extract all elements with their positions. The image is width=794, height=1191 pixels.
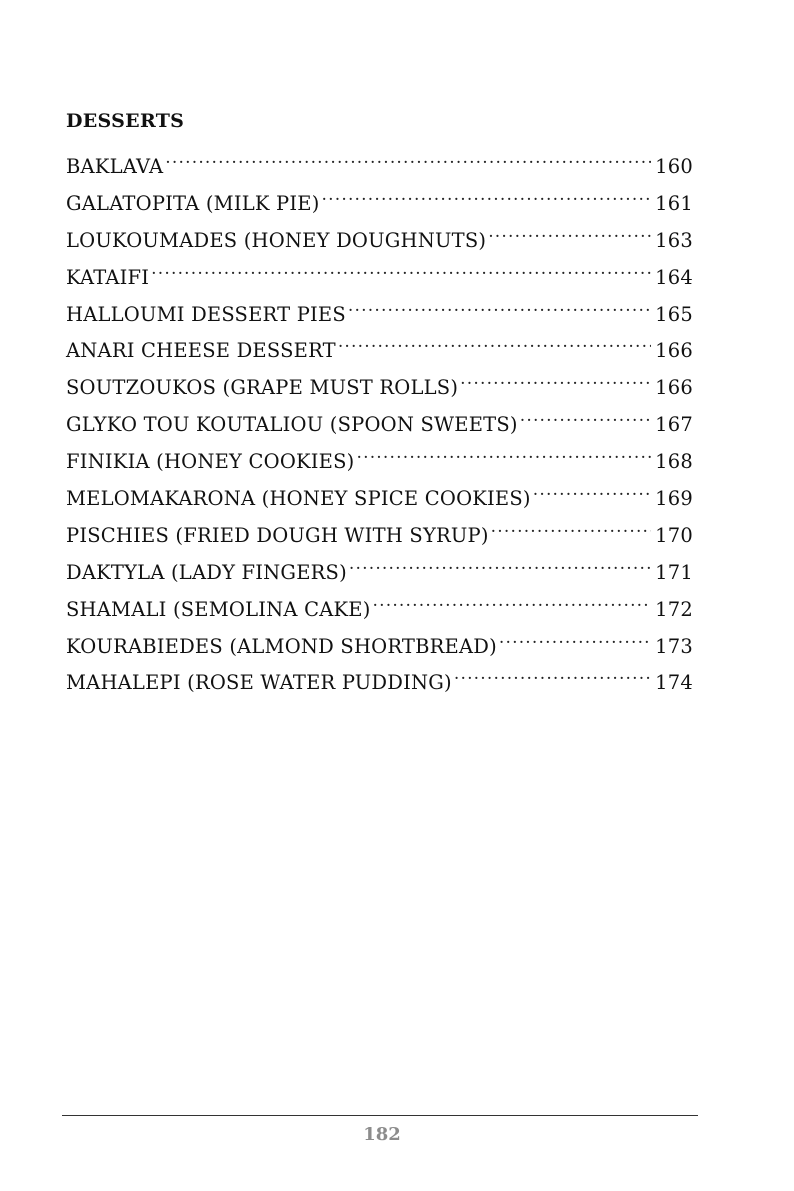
toc-entry: [66, 327, 693, 364]
toc-entry: [66, 512, 693, 549]
toc-entry-page: 172: [655, 597, 693, 621]
footer-divider: [62, 1115, 698, 1116]
toc-entry-page: 164: [655, 265, 693, 289]
toc-entry-title: MELOMAKARONA (HONEY SPICE COOKIES): [66, 487, 531, 511]
page-number: 182: [363, 1124, 401, 1145]
dot-leader: [491, 512, 652, 542]
table-of-contents: [66, 143, 693, 696]
toc-entry-page: 174: [655, 671, 693, 695]
toc-entry-title: MAHALEPI (ROSE WATER PUDDING): [66, 671, 452, 695]
toc-entry-page: 168: [655, 450, 693, 474]
toc-entry-title: HALLOUMI DESSERT PIES: [66, 302, 346, 326]
toc-entry: [66, 364, 693, 401]
dot-leader: [165, 143, 651, 173]
toc-entry-page: 173: [655, 634, 693, 658]
toc-entry-page: 165: [655, 302, 693, 326]
toc-entry-title: LOUKOUMADES (HONEY DOUGHNUTS): [66, 228, 487, 252]
section-heading: DESSERTS: [66, 110, 185, 132]
toc-entry-title: SHAMALI (SEMOLINA CAKE): [66, 597, 371, 621]
dot-leader: [373, 586, 652, 616]
toc-entry-title: KOURABIEDES (ALMOND SHORTBREAD): [66, 634, 497, 658]
toc-entry: [66, 586, 693, 623]
toc-entry-page: 169: [655, 487, 693, 511]
toc-entry-page: 170: [655, 523, 693, 547]
dot-leader: [322, 180, 652, 210]
dot-leader: [499, 623, 651, 653]
dot-leader: [520, 401, 651, 431]
dot-leader: [460, 364, 651, 394]
toc-entry-title: BAKLAVA: [66, 155, 164, 178]
toc-entry: [66, 254, 693, 291]
dot-leader: [356, 438, 651, 468]
toc-entry: [66, 475, 693, 512]
toc-entry: [66, 217, 693, 254]
dot-leader: [454, 659, 651, 689]
toc-entry-page: 163: [655, 228, 693, 252]
dot-leader: [349, 549, 651, 579]
toc-entry-page: 166: [655, 339, 693, 363]
toc-entry: [66, 180, 693, 217]
dot-leader: [348, 291, 651, 321]
toc-entry: [66, 438, 693, 475]
toc-entry-page: 161: [655, 191, 693, 215]
toc-entry-title: GLYKO TOU KOUTALIOU (SPOON SWEETS): [66, 413, 518, 437]
toc-entry-title: FINIKIA (HONEY COOKIES): [66, 450, 355, 474]
toc-entry: [66, 549, 693, 586]
toc-entry-title: SOUTZOUKOS (GRAPE MUST ROLLS): [66, 376, 459, 400]
toc-entry-page: 160: [655, 155, 693, 178]
dot-leader: [533, 475, 651, 505]
toc-entry-title: ANARI CHEESE DESSERT: [66, 339, 336, 363]
toc-entry: [66, 401, 693, 438]
dot-leader: [488, 217, 651, 247]
toc-entry-page: 171: [655, 560, 693, 584]
toc-entry-page: 166: [655, 376, 693, 400]
dot-leader: [338, 327, 651, 357]
toc-entry: [66, 659, 693, 696]
toc-entry: [66, 143, 693, 180]
toc-entry-title: GALATOPITA (MILK PIE): [66, 191, 320, 215]
toc-entry: [66, 291, 693, 328]
toc-entry-title: DAKTYLA (LADY FINGERS): [66, 560, 347, 584]
toc-entry: [66, 623, 693, 660]
toc-entry-title: KATAIFI: [66, 265, 150, 289]
toc-entry-page: 167: [655, 413, 693, 437]
toc-entry-title: PISCHIES (FRIED DOUGH WITH SYRUP): [66, 523, 489, 547]
dot-leader: [151, 254, 651, 284]
